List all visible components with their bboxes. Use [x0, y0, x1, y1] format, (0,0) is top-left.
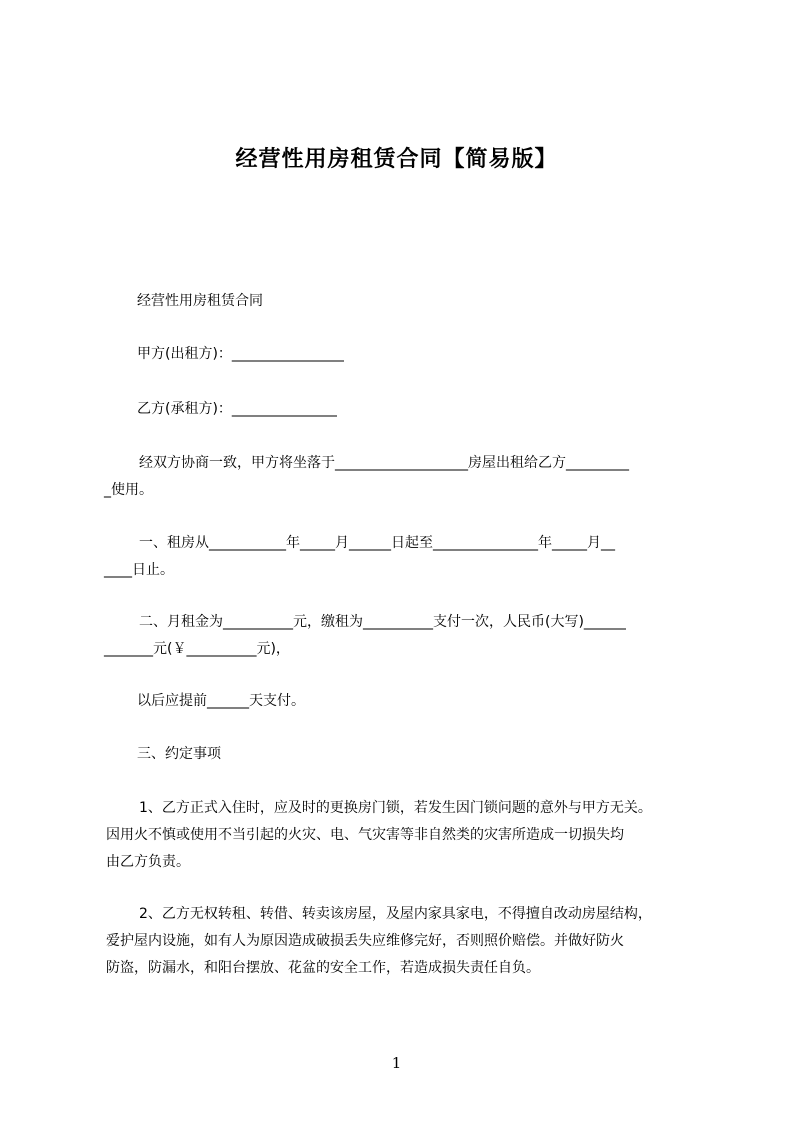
page-number: 1 [391, 1054, 402, 1072]
clause-1-line-2: ____日止。 [104, 562, 174, 578]
document-title: 经营性用房租赁合同【简易版】 [235, 147, 558, 172]
party-b-line: 乙方(承租方)：_______________ [137, 401, 337, 417]
item-1-line-1: 1、乙方正式入住时，应及时的更换房门锁，若发生因门锁问题的意外与甲方无关。 [139, 800, 652, 816]
item-2-line-1: 2、乙方无权转租、转借、转卖该房屋，及屋内家具家电，不得擅自改动房屋结构， [139, 906, 652, 922]
intro-line-1: 经双方协商一致，甲方将坐落于___________________房屋出租给乙方_________ [139, 455, 629, 471]
section-3-heading: 三、约定事项 [137, 746, 221, 762]
item-2-line-2: 爱护屋内设施，如有人为原因造成破损丢失应维修完好，否则照价赔偿。并做好防火 [106, 933, 624, 949]
payment-advance-line: 以后应提前______天支付。 [137, 693, 305, 709]
clause-2-line-2: _______元(￥__________元)， [104, 641, 290, 657]
contract-subtitle: 经营性用房租赁合同 [137, 293, 263, 309]
clause-1-line-1: 一、租房从___________年_____月______日起至_______________年_____月__ [139, 535, 615, 551]
intro-line-2: _使用。 [104, 482, 153, 498]
clause-2-line-1: 二、月租金为__________元，缴租为__________支付一次，人民币(大写)______ [139, 614, 626, 630]
item-1-line-3: 由乙方负责。 [106, 854, 190, 870]
item-2-line-3: 防盗，防漏水，和阳台摆放、花盆的安全工作，若造成损失责任自负。 [106, 960, 540, 976]
party-a-line: 甲方(出租方)：________________ [137, 346, 344, 362]
item-1-line-2: 因用火不慎或使用不当引起的火灾、电、气灾害等非自然类的灾害所造成一切损失均 [106, 827, 624, 843]
